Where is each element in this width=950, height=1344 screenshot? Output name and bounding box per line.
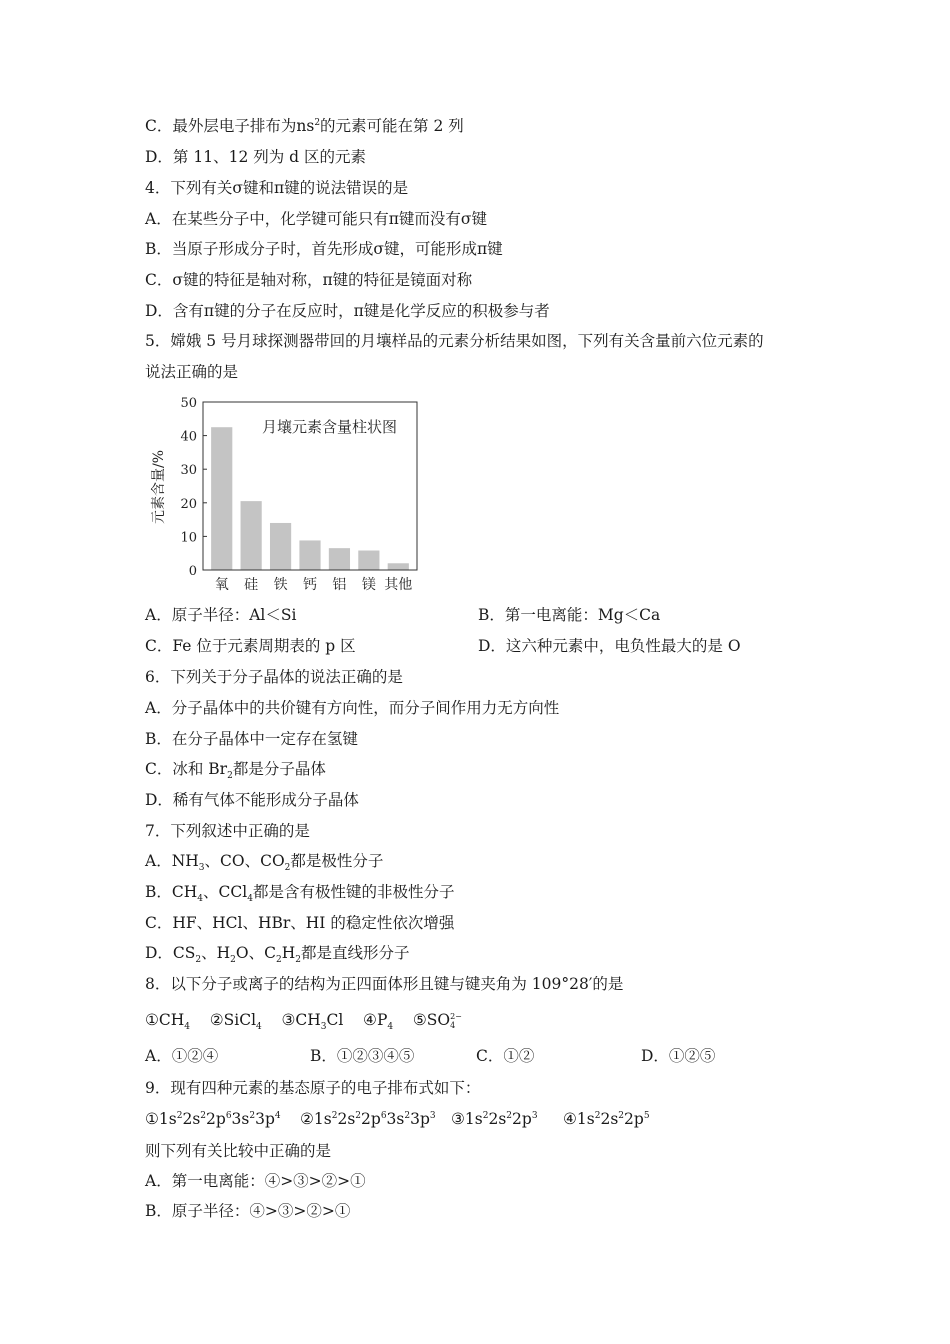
q4-option-a: A．在某些分子中，化学键可能只有π键而没有σ键 xyxy=(145,210,487,228)
q5-option-d: D．这六种元素中，电负性最大的是 O xyxy=(478,637,741,655)
q3-option-c: C．最外层电子排布为$ns^2$的元素可能在第 2 列 xyxy=(145,117,464,135)
y-axis-label: 元素含量/% xyxy=(151,449,167,525)
q8-option-a: A．①②④ xyxy=(145,1047,219,1065)
q9-config-2: $②1s^22s^22p^63s^23p^3$ xyxy=(300,1110,436,1128)
q9-config-3: $③1s^22s^22p^3$ xyxy=(451,1110,538,1128)
y-tick-label: 40 xyxy=(180,429,197,445)
y-tick-label: 50 xyxy=(180,396,197,411)
q4-stem: 4．下列有关σ键和π键的说法错误的是 xyxy=(145,179,409,197)
q4-option-d: D．含有π键的分子在反应时，π键是化学反应的积极参与者 xyxy=(145,302,550,320)
q7-option-a: A．$NH_3$、CO、$CO_2$都是极性分子 xyxy=(145,852,384,874)
q9-config-1: $①1s^22s^22p^63s^23p^4$ xyxy=(145,1110,281,1128)
x-tick-label: 铁 xyxy=(273,577,288,593)
q5-option-a: A．原子半径：Al＜Si xyxy=(145,606,297,624)
bar-6 xyxy=(388,563,409,570)
q5-option-b: B．第一电离能：Mg＜Ca xyxy=(478,606,661,624)
y-tick-label: 20 xyxy=(180,496,197,512)
y-tick-label: 0 xyxy=(188,564,197,579)
element-content-bar-chart xyxy=(145,392,435,602)
bar-4 xyxy=(329,548,350,570)
q9-config-4: $④1s^22s^22p^5$ xyxy=(563,1110,650,1128)
q6-option-d: D．稀有气体不能形成分子晶体 xyxy=(145,791,359,809)
q6-option-c: C．冰和 $Br_2$都是分子晶体 xyxy=(145,760,326,782)
q9-question: 则下列有关比较中正确的是 xyxy=(145,1142,332,1160)
q3-option-d: D．第 11、12 列为 d 区的元素 xyxy=(145,148,367,166)
x-tick-label: 钙 xyxy=(303,577,317,593)
q4-option-b: B．当原子形成分子时，首先形成σ键，可能形成π键 xyxy=(145,240,503,258)
x-tick-label: 镁 xyxy=(361,577,376,593)
q8-species-list: $①CH_4$ ②SiCl$_4$ $③CH_3Cl$ $④P_4$ ⑤SO 2− 4 xyxy=(145,1011,462,1033)
q9-option-b: B．原子半径：④>③>②>① xyxy=(145,1202,351,1220)
q5-stem-line1: 5．嫦娥 5 号月球探测器带回的月壤样品的元素分析结果如图，下列有关含量前六位元素的 xyxy=(145,332,764,350)
bar-1 xyxy=(241,501,262,570)
q8-option-d: D．①②⑤ xyxy=(641,1047,716,1065)
q6-option-a: A．分子晶体中的共价键有方向性，而分子间作用力无方向性 xyxy=(145,699,560,717)
q5-option-c: C．Fe 位于元素周期表的 p 区 xyxy=(145,637,356,655)
chart-title: 月壤元素含量柱状图 xyxy=(261,418,397,436)
q8-stem: 8．以下分子或离子的结构为正四面体形且键与键夹角为 109°28′的是 xyxy=(145,975,624,993)
bar-5 xyxy=(358,551,379,570)
bar-0 xyxy=(211,427,232,570)
x-tick-label: 硅 xyxy=(244,577,259,593)
q6-stem: 6．下列关于分子晶体的说法正确的是 xyxy=(145,668,403,686)
q4-option-c: C．σ键的特征是轴对称，π键的特征是镜面对称 xyxy=(145,271,473,289)
q7-option-b: B．$CH_4$、CCl$_4$都是含有极性键的非极性分子 xyxy=(145,883,455,905)
bar-2 xyxy=(270,523,291,570)
q7-option-c: C．HF、HCl、HBr、HI 的稳定性依次增强 xyxy=(145,914,455,932)
x-tick-label: 铝 xyxy=(332,577,347,593)
x-tick-label: 氧 xyxy=(214,577,229,593)
q5-stem-line2: 说法正确的是 xyxy=(145,363,239,381)
q7-stem: 7．下列叙述中正确的是 xyxy=(145,822,310,840)
q8-option-b: B．①②③④⑤ xyxy=(310,1047,415,1065)
bar-3 xyxy=(299,540,320,570)
q9-option-a: A．第一电离能：④>③>②>① xyxy=(145,1172,366,1190)
y-tick-label: 30 xyxy=(180,463,197,479)
q8-option-c: C．①② xyxy=(476,1047,535,1065)
y-tick-label: 10 xyxy=(180,530,197,546)
x-tick-label: 其他 xyxy=(384,577,413,593)
q6-option-b: B．在分子晶体中一定存在氢键 xyxy=(145,730,358,748)
q9-stem: 9．现有四种元素的基态原子的电子排布式如下： xyxy=(145,1079,481,1097)
q7-option-d: D．$CS_2$、$H_2O$、$C_2H_2$都是直线形分子 xyxy=(145,944,410,966)
